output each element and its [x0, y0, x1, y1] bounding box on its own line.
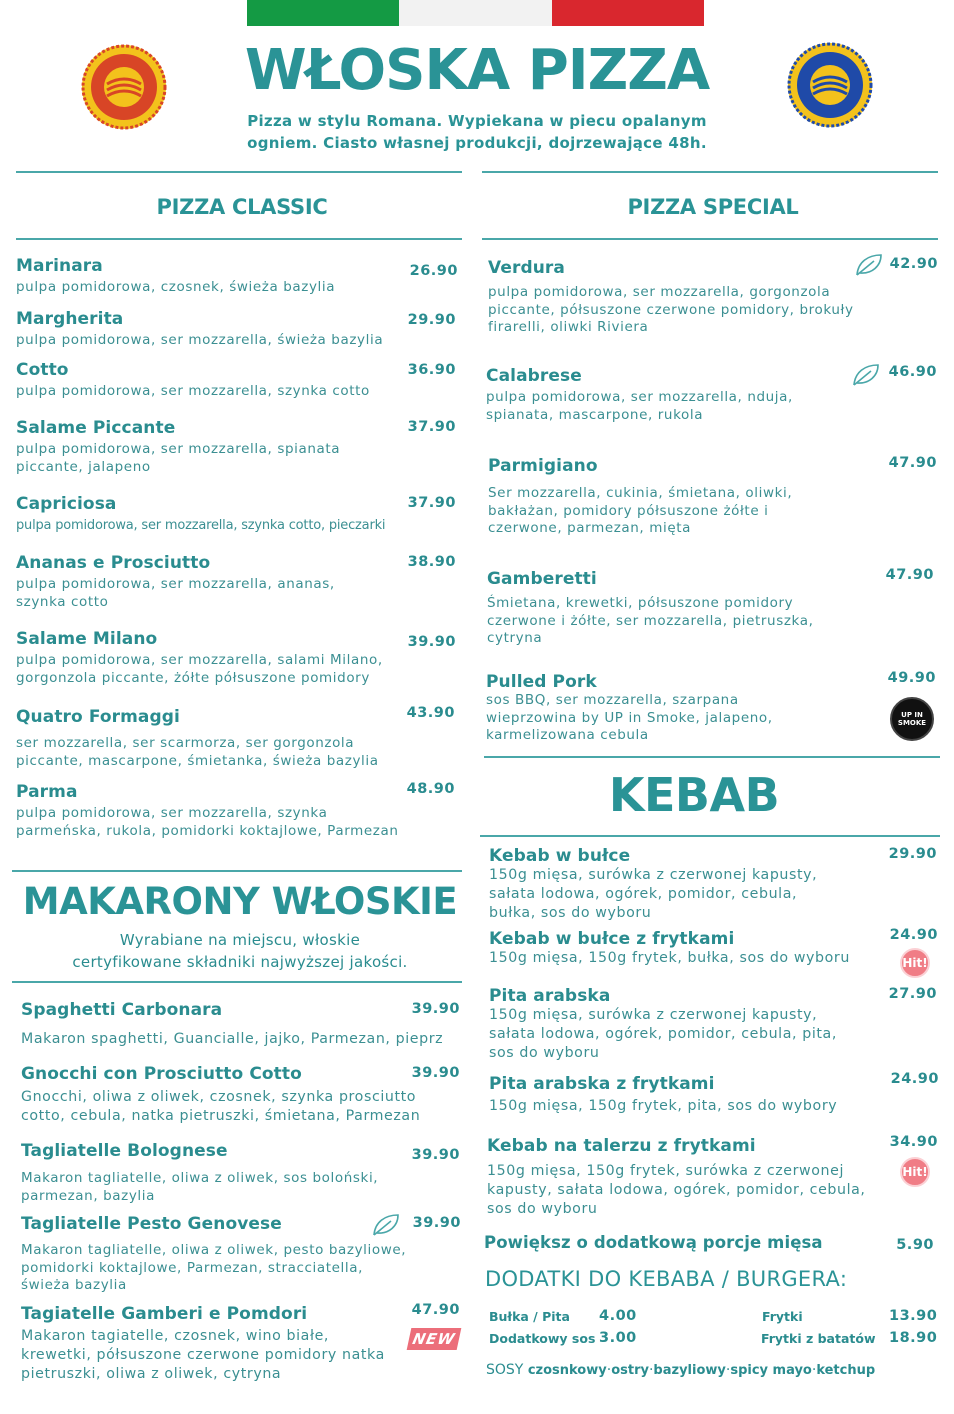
- item-name: Gnocchi con Prosciutto Cotto: [21, 1064, 302, 1084]
- section-subtitle: [12, 929, 468, 973]
- item-desc: Ser mozzarella, cukinia, śmietana, oliwki, bakłażan, pomidory półsuszone żółte i czerwone, parmezan, mięta: [488, 485, 793, 536]
- flag-red: [552, 0, 704, 26]
- item-desc: Makaron tagliatelle, oliwa z oliwek, sos boloński, parmezan, bazylia: [21, 1170, 379, 1204]
- menu-item: [16, 782, 406, 840]
- menu-item: [486, 366, 816, 424]
- divider: [480, 835, 940, 837]
- section-title-kebab: KEBAB: [608, 768, 780, 822]
- menu-item: [21, 1304, 401, 1384]
- item-desc: ser mozzarella, ser scarmorza, ser gorgonzola piccante, mascarpone, śmietanka, świeża bazylia: [16, 735, 379, 769]
- item-price: 39.90: [411, 1147, 460, 1163]
- item-price: 26.90: [409, 263, 458, 279]
- item-price: 38.90: [407, 554, 456, 570]
- item-price: 47.90: [885, 567, 934, 583]
- flag-green: [247, 0, 399, 26]
- item-name: Spaghetti Carbonara: [21, 1000, 223, 1020]
- item-desc: pulpa pomidorowa, ser mozzarella, ananas, szynka cotto: [16, 576, 335, 610]
- item-desc: pulpa pomidorowa, ser mozzarella, szynka parmeńska, rukola, pomidorki koktajlowe, Parmezan: [16, 805, 399, 839]
- divider: [484, 756, 940, 758]
- hit-badge: Hit!: [900, 948, 930, 978]
- menu-item: [487, 1136, 867, 1219]
- item-name: Kebab w bułce: [489, 846, 631, 866]
- sauces-label: SOSY: [486, 1362, 524, 1378]
- section-title-makarony: MAKARONY WŁOSKIE: [22, 880, 458, 923]
- menu-item: [489, 1074, 869, 1116]
- item-name: Margherita: [16, 309, 124, 329]
- item-name: Verdura: [488, 258, 565, 278]
- italian-flag: [247, 0, 704, 26]
- sauce-item: czosnkowy: [527, 1363, 607, 1378]
- item-name: Marinara: [16, 256, 103, 276]
- sauces-line: [486, 1362, 875, 1378]
- menu-item: [489, 929, 869, 968]
- item-name: Ananas e Prosciutto: [16, 553, 211, 573]
- subtitle-line: Pizza w stylu Romana. Wypiekana w piecu opalanym: [247, 112, 707, 130]
- menu-item: [16, 360, 406, 401]
- subtitle-line: Wyrabiane na miejscu, włoskie: [119, 931, 361, 949]
- item-desc: 150g mięsa, 150g frytek, pita, sos do wybory: [489, 1098, 838, 1114]
- item-desc: pulpa pomidorowa, ser mozzarella, gorgonzola piccante, półsuszone czerwone pomidory, brokuły firarelli, oliwki Riviera: [488, 284, 854, 335]
- sauce-item: ketchup: [816, 1363, 876, 1378]
- item-price: 37.90: [407, 495, 456, 511]
- item-desc: pulpa pomidorowa, ser mozzarella, nduja, spianata, mascarpone, rukola: [486, 389, 793, 423]
- item-price: 46.90: [888, 364, 937, 380]
- flag-white: [399, 0, 551, 26]
- page-title: WŁOSKA PIZZA: [244, 38, 710, 103]
- item-price: 5.90: [896, 1237, 934, 1253]
- sauce-separator: ·: [606, 1362, 612, 1378]
- item-price: 24.90: [889, 927, 938, 943]
- item-name: Cotto: [16, 360, 69, 380]
- sauce-item: bazyliowy: [653, 1363, 726, 1378]
- item-price: 39.90: [411, 1065, 460, 1081]
- item-name: Tagliatelle Pesto Genovese: [21, 1214, 282, 1234]
- item-desc: 150g mięsa, surówka z czerwonej kapusty, sałata lodowa, ogórek, pomidor, cebula, pita, sos do wyboru: [489, 1007, 837, 1061]
- divider: [482, 171, 938, 173]
- item-name: Calabrese: [486, 366, 582, 386]
- page-subtitle: [210, 110, 744, 154]
- extra-price: 13.90: [889, 1308, 938, 1324]
- dop-seal-red-icon: [81, 44, 167, 130]
- item-desc: Makaron tagiatelle, czosnek, wino białe, krewetki, półsuszone czerwone pomidory natka pietruszki, oliwa z oliwek, cytryna: [21, 1328, 385, 1382]
- menu-item: [16, 553, 346, 611]
- subtitle-line: certyfikowane składniki najwyższej jakości.: [72, 953, 408, 971]
- menu-item: [21, 1000, 451, 1049]
- item-price: 39.90: [407, 634, 456, 650]
- extra-price: 3.00: [599, 1330, 637, 1346]
- menu-item: [21, 1141, 381, 1205]
- extra-label: Frytki z batatów: [761, 1331, 876, 1346]
- item-price: 29.90: [407, 312, 456, 328]
- item-desc: 150g mięsa, surówka z czerwonej kapusty, sałata lodowa, ogórek, pomidor, cebula, bułka, sos do wyboru: [489, 867, 818, 921]
- item-price: 47.90: [888, 455, 937, 471]
- item-name: Kebab na talerzu z frytkami: [487, 1136, 756, 1156]
- item-name: Tagiatelle Gamberi e Pomdori: [21, 1304, 308, 1324]
- item-desc: Śmietana, krewetki, półsuszone pomidory czerwone i żółte, ser mozzarella, pietruszka, cytryna: [487, 595, 814, 646]
- item-price: 47.90: [411, 1302, 460, 1318]
- item-desc: Gnocchi, oliwa z oliwek, czosnek, szynka prosciutto cotto, cebula, natka pietruszki, śmietana, Parmezan: [21, 1089, 421, 1124]
- sauce-separator: ·: [648, 1362, 654, 1378]
- extra-price: 18.90: [889, 1330, 938, 1346]
- item-desc: Makaron spaghetti, Guancialle, jajko, Parmezan, pieprz: [21, 1031, 444, 1047]
- item-name: Pulled Pork: [486, 672, 597, 692]
- new-badge: NEW: [407, 1328, 462, 1350]
- item-desc: pulpa pomidorowa, ser mozzarella, szynka cotto: [16, 383, 370, 399]
- item-price: 29.90: [888, 846, 937, 862]
- item-desc: pulpa pomidorowa, ser mozzarella, szynka cotto, pieczarki: [16, 518, 386, 533]
- leaf-icon: [371, 1212, 401, 1238]
- section-title-pizza-classic: PIZZA CLASSIC: [156, 195, 328, 219]
- item-desc: sos BBQ, ser mozzarella, szarpana wieprzowina by UP in Smoke, jalapeno, karmelizowana cebula: [486, 692, 773, 743]
- sauce-separator: ·: [725, 1362, 731, 1378]
- extra-label: Frytki: [762, 1309, 803, 1324]
- menu-item: [16, 494, 416, 535]
- item-name: Powiększ o dodatkową porcje mięsa: [484, 1233, 823, 1252]
- item-desc: pulpa pomidorowa, czosnek, świeża bazylia: [16, 279, 336, 295]
- menu-item: [21, 1064, 421, 1126]
- sauce-item: ostry: [611, 1363, 649, 1378]
- menu-item-extra-meat: [484, 1233, 864, 1252]
- section-title-pizza-special: PIZZA SPECIAL: [627, 195, 799, 219]
- dop-seal-blue-icon: [787, 42, 873, 128]
- item-price: 34.90: [889, 1134, 938, 1150]
- item-desc: pulpa pomidorowa, ser mozzarella, salami Milano, gorgonzola piccante, żółte półsuszone pomidory: [16, 652, 383, 686]
- menu-item: [489, 846, 819, 923]
- item-price: 42.90: [889, 256, 938, 272]
- item-price: 36.90: [407, 362, 456, 378]
- item-price: 39.90: [412, 1215, 461, 1231]
- item-name: Salame Piccante: [16, 418, 176, 438]
- menu-item: [489, 986, 849, 1063]
- item-price: 37.90: [407, 419, 456, 435]
- item-name: Pita arabska z frytkami: [489, 1074, 715, 1094]
- item-name: Parma: [16, 782, 78, 802]
- item-price: 48.90: [406, 781, 455, 797]
- divider: [12, 981, 462, 983]
- extra-label: Dodatkowy sos: [489, 1331, 596, 1346]
- menu-item: [21, 1214, 411, 1295]
- extra-label: Bułka / Pita: [489, 1309, 570, 1324]
- item-desc: 150g mięsa, 150g frytek, surówka z czerwonej kapusty, sałata lodowa, ogórek, pomidor, cebula, sos do wyboru: [487, 1163, 866, 1217]
- subtitle-line: ogniem. Ciasto własnej produkcji, dojrzewające 48h.: [247, 134, 707, 152]
- item-name: Gamberetti: [487, 569, 597, 589]
- item-name: Pita arabska: [489, 986, 611, 1006]
- menu-item: [486, 672, 786, 745]
- item-price: 39.90: [411, 1001, 460, 1017]
- item-name: Salame Milano: [16, 629, 158, 649]
- item-price: 49.90: [887, 670, 936, 686]
- menu-item: [16, 629, 396, 687]
- divider: [12, 870, 462, 872]
- item-price: 27.90: [888, 986, 937, 1002]
- item-desc: pulpa pomidorowa, ser mozzarella, świeża bazylia: [16, 332, 384, 348]
- item-name: Parmigiano: [488, 456, 598, 476]
- menu-item: [16, 309, 406, 350]
- divider: [16, 171, 462, 173]
- menu-item: [488, 258, 858, 337]
- item-name: Quatro Formaggi: [16, 707, 180, 727]
- item-name: Capriciosa: [16, 494, 117, 514]
- hit-badge: Hit!: [900, 1157, 930, 1187]
- item-name: Tagliatelle Bolognese: [21, 1141, 228, 1161]
- menu-item: [16, 418, 356, 476]
- section-title-dodatki: DODATKI DO KEBABA / BURGERA:: [485, 1267, 848, 1291]
- item-desc: Makaron tagliatelle, oliwa z oliwek, pesto bazyliowe, pomidorki koktajlowe, Parmezan, stracciatella, świeża bazylia: [21, 1242, 407, 1293]
- menu-item: [16, 707, 396, 770]
- extra-price: 4.00: [599, 1308, 637, 1324]
- divider: [16, 238, 462, 240]
- up-in-smoke-logo: [890, 697, 934, 741]
- sauce-item: spicy mayo: [730, 1363, 812, 1378]
- item-desc: 150g mięsa, 150g frytek, bułka, sos do wyboru: [489, 950, 850, 966]
- logo-text: UP IN SMOKE: [897, 711, 927, 727]
- menu-item: [16, 256, 406, 297]
- divider: [482, 238, 938, 240]
- menu-item: [487, 569, 817, 648]
- sauce-separator: ·: [811, 1362, 817, 1378]
- item-desc: pulpa pomidorowa, ser mozzarella, spianata piccante, jalapeno: [16, 441, 341, 475]
- item-name: Kebab w bułce z frytkami: [489, 929, 735, 949]
- menu-item: [488, 456, 798, 538]
- item-price: 24.90: [890, 1071, 939, 1087]
- item-price: 43.90: [406, 705, 455, 721]
